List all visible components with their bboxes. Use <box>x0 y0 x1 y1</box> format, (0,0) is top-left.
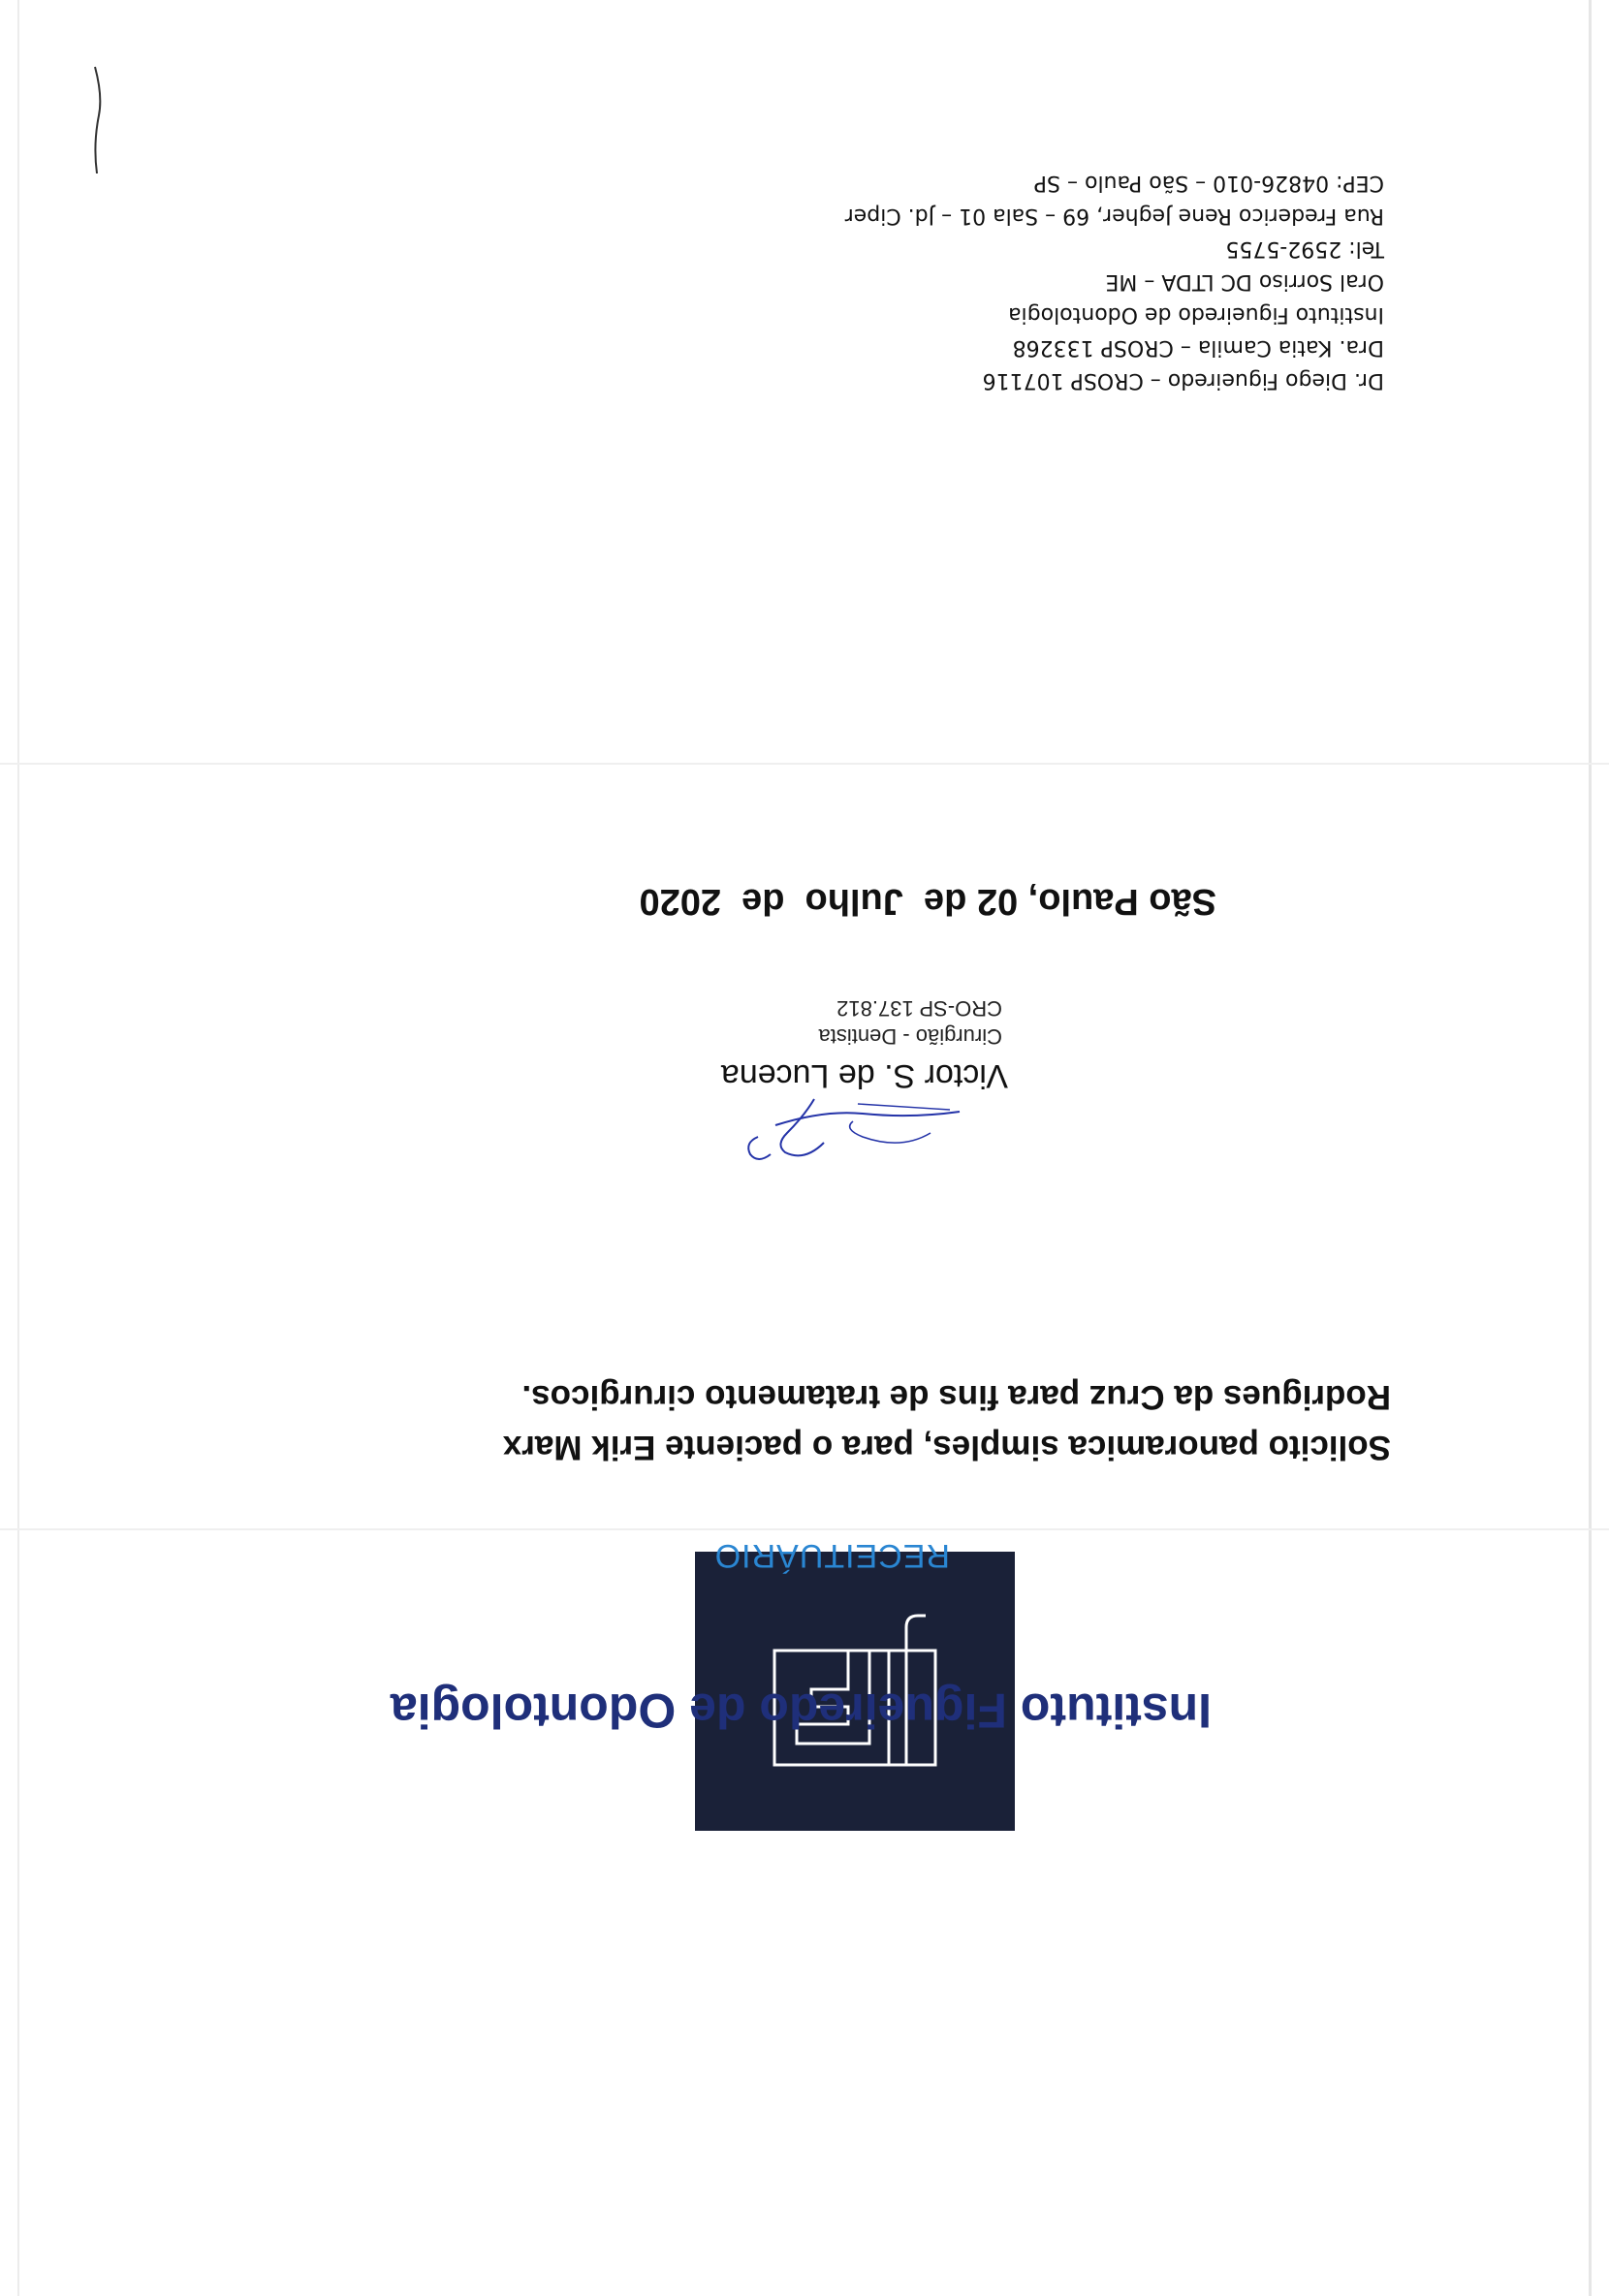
signer-name: Victor S. de Lucena <box>720 1057 1008 1094</box>
handwritten-signature <box>727 1085 969 1172</box>
footer-line: Rua Frederico Rene Jegher, 69 – Sala 01 – Jd. Ciper <box>844 204 1384 228</box>
footer-line: Instituto Figueiredo de Odontologia <box>1008 302 1384 327</box>
clinic-footer <box>845 166 1384 396</box>
signer-role: Cirurgião - Dentista <box>818 1024 1002 1049</box>
footer-line: CEP: 04826-010 – São Paulo – SP <box>1033 171 1384 195</box>
signer-cro: CRO-SP 137.812 <box>836 996 1002 1021</box>
institution-title: Instituto Figueiredo de Odontologia <box>390 1683 1212 1738</box>
footer-line: Dra. Katia Camila – CROSP 133268 <box>1012 335 1384 360</box>
document-type-label: RECEITUÁRIO <box>713 1537 950 1574</box>
scan-edge-left <box>1589 0 1592 2296</box>
scan-edge-right <box>17 0 19 2296</box>
scan-fold-line <box>0 1528 1609 1530</box>
footer-line: Oral Sorriso DC LTDA – ME <box>1105 269 1384 294</box>
prescription-line: Rodrigues da Cruz para fins de tratamento cirurgicos. <box>521 1378 1391 1416</box>
scan-fold-line <box>0 763 1609 765</box>
footer-line: Dr. Diego Figueiredo – CROSP 107116 <box>982 368 1384 393</box>
pen-mark <box>78 57 116 173</box>
prescription-text <box>305 1371 1391 1472</box>
prescription-line: Solicito panoramica simples, para o paciente Erik Marx <box>502 1429 1391 1466</box>
footer-line: Tel: 2592-5755 <box>1225 236 1384 261</box>
document-date: São Paulo, 02 de Julho de 2020 <box>639 881 1216 922</box>
